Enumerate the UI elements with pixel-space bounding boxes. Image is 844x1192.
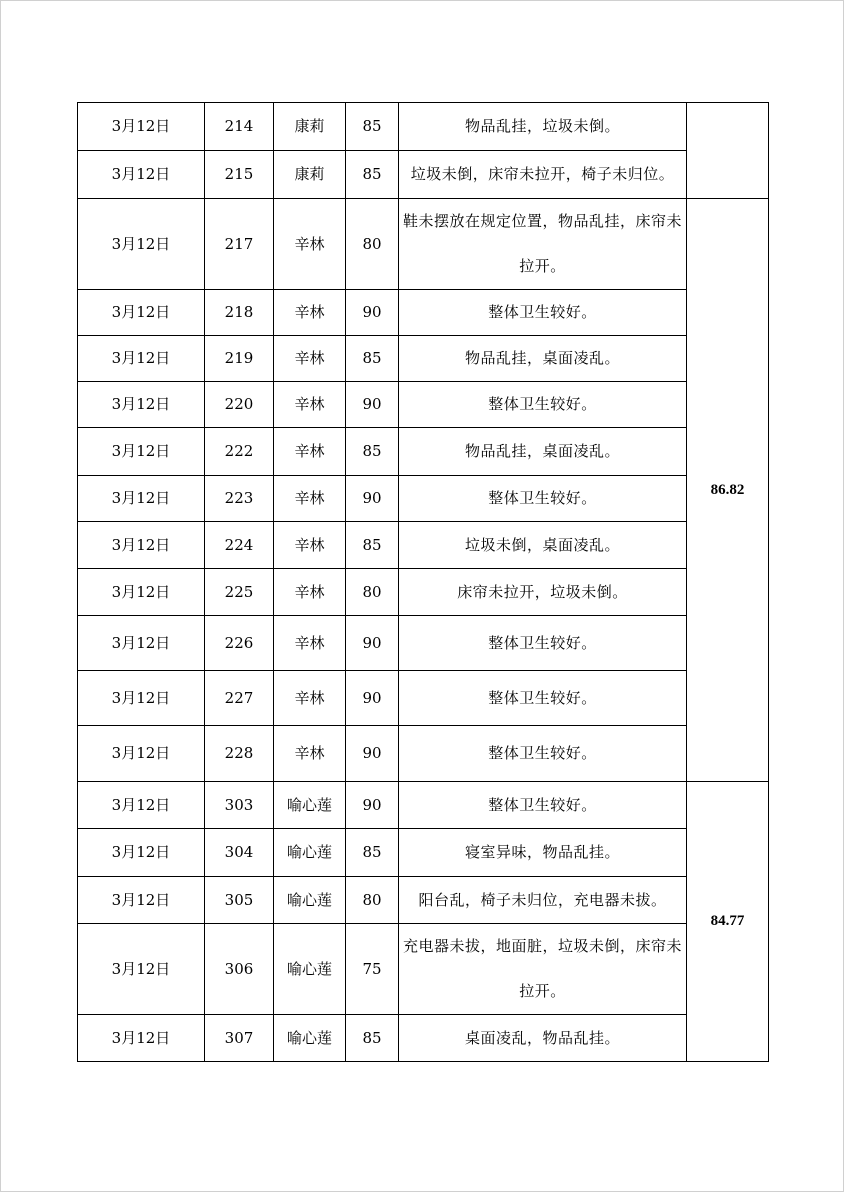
remark-cell: 整体卫生较好。 <box>399 671 687 726</box>
date-cell: 3月12日 <box>78 924 205 1015</box>
score-cell: 75 <box>346 924 399 1015</box>
score-cell: 85 <box>346 829 399 877</box>
remark-cell: 整体卫生较好。 <box>399 290 687 336</box>
score-cell: 90 <box>346 782 399 829</box>
inspector-cell: 辛林 <box>274 382 346 428</box>
table-row <box>78 569 769 616</box>
average-score-yuxinlian: 84.77 <box>687 782 769 1062</box>
remark-cell: 寝室异味，物品乱挂。 <box>399 829 687 877</box>
remark-cell: 整体卫生较好。 <box>399 782 687 829</box>
score-cell: 90 <box>346 476 399 522</box>
inspector-cell: 辛林 <box>274 428 346 476</box>
table-row <box>78 829 769 877</box>
room-cell: 305 <box>205 877 274 924</box>
inspector-cell: 辛林 <box>274 616 346 671</box>
date-cell: 3月12日 <box>78 782 205 829</box>
room-cell: 219 <box>205 336 274 382</box>
date-cell: 3月12日 <box>78 1015 205 1062</box>
room-cell: 215 <box>205 151 274 199</box>
table-row <box>78 290 769 336</box>
date-cell: 3月12日 <box>78 290 205 336</box>
date-cell: 3月12日 <box>78 151 205 199</box>
table-row <box>78 382 769 428</box>
table-row <box>78 476 769 522</box>
date-cell: 3月12日 <box>78 199 205 290</box>
room-cell: 306 <box>205 924 274 1015</box>
date-cell: 3月12日 <box>78 877 205 924</box>
room-cell: 227 <box>205 671 274 726</box>
table-row <box>78 199 769 290</box>
score-cell: 90 <box>346 671 399 726</box>
score-cell: 85 <box>346 522 399 569</box>
score-cell: 80 <box>346 877 399 924</box>
table-row <box>78 726 769 782</box>
table-row <box>78 103 769 151</box>
date-cell: 3月12日 <box>78 616 205 671</box>
room-cell: 217 <box>205 199 274 290</box>
inspector-cell: 康莉 <box>274 151 346 199</box>
inspector-cell: 辛林 <box>274 671 346 726</box>
table-row <box>78 522 769 569</box>
table-row <box>78 1015 769 1062</box>
table-row <box>78 877 769 924</box>
table-row <box>78 151 769 199</box>
score-cell: 80 <box>346 569 399 616</box>
remark-cell: 整体卫生较好。 <box>399 726 687 782</box>
inspector-cell: 辛林 <box>274 726 346 782</box>
average-score-xinlin: 86.82 <box>687 199 769 782</box>
inspector-cell: 辛林 <box>274 336 346 382</box>
room-cell: 226 <box>205 616 274 671</box>
remark-cell: 物品乱挂，桌面凌乱。 <box>399 428 687 476</box>
score-cell: 85 <box>346 151 399 199</box>
remark-cell: 整体卫生较好。 <box>399 476 687 522</box>
remark-cell: 垃圾未倒，床帘未拉开，椅子未归位。 <box>399 151 687 199</box>
room-cell: 218 <box>205 290 274 336</box>
room-cell: 223 <box>205 476 274 522</box>
remark-cell: 垃圾未倒，桌面凌乱。 <box>399 522 687 569</box>
score-cell: 80 <box>346 199 399 290</box>
inspector-cell: 康莉 <box>274 103 346 151</box>
remark-cell: 鞋未摆放在规定位置，物品乱挂，床帘未拉开。 <box>399 199 687 290</box>
table-row <box>78 782 769 829</box>
room-cell: 214 <box>205 103 274 151</box>
date-cell: 3月12日 <box>78 336 205 382</box>
room-cell: 303 <box>205 782 274 829</box>
remark-cell: 整体卫生较好。 <box>399 382 687 428</box>
room-cell: 222 <box>205 428 274 476</box>
date-cell: 3月12日 <box>78 726 205 782</box>
remark-cell: 整体卫生较好。 <box>399 616 687 671</box>
score-cell: 90 <box>346 726 399 782</box>
remark-cell: 物品乱挂，桌面凌乱。 <box>399 336 687 382</box>
inspector-cell: 喻心莲 <box>274 782 346 829</box>
date-cell: 3月12日 <box>78 569 205 616</box>
remark-cell: 充电器未拔，地面脏，垃圾未倒，床帘未拉开。 <box>399 924 687 1015</box>
room-cell: 307 <box>205 1015 274 1062</box>
room-cell: 304 <box>205 829 274 877</box>
table-row <box>78 616 769 671</box>
room-cell: 224 <box>205 522 274 569</box>
date-cell: 3月12日 <box>78 382 205 428</box>
table-row <box>78 336 769 382</box>
date-cell: 3月12日 <box>78 671 205 726</box>
remark-cell: 阳台乱，椅子未归位，充电器未拔。 <box>399 877 687 924</box>
score-cell: 90 <box>346 382 399 428</box>
room-cell: 220 <box>205 382 274 428</box>
remark-cell: 桌面凌乱，物品乱挂。 <box>399 1015 687 1062</box>
score-cell: 90 <box>346 616 399 671</box>
inspector-cell: 辛林 <box>274 199 346 290</box>
inspector-cell: 喻心莲 <box>274 1015 346 1062</box>
table-row <box>78 671 769 726</box>
score-cell: 85 <box>346 103 399 151</box>
table-row <box>78 428 769 476</box>
remark-cell: 物品乱挂，垃圾未倒。 <box>399 103 687 151</box>
room-cell: 228 <box>205 726 274 782</box>
date-cell: 3月12日 <box>78 522 205 569</box>
inspector-cell: 辛林 <box>274 476 346 522</box>
table-row <box>78 924 769 1015</box>
date-cell: 3月12日 <box>78 103 205 151</box>
inspector-cell: 辛林 <box>274 522 346 569</box>
inspector-cell: 喻心莲 <box>274 829 346 877</box>
date-cell: 3月12日 <box>78 829 205 877</box>
inspector-cell: 喻心莲 <box>274 924 346 1015</box>
inspector-cell: 辛林 <box>274 290 346 336</box>
room-cell: 225 <box>205 569 274 616</box>
date-cell: 3月12日 <box>78 428 205 476</box>
remark-cell: 床帘未拉开，垃圾未倒。 <box>399 569 687 616</box>
date-cell: 3月12日 <box>78 476 205 522</box>
inspector-cell: 喻心莲 <box>274 877 346 924</box>
score-cell: 90 <box>346 290 399 336</box>
average-cell-empty <box>687 103 769 199</box>
inspector-cell: 辛林 <box>274 569 346 616</box>
dorm-inspection-table <box>77 102 769 1062</box>
score-cell: 85 <box>346 428 399 476</box>
score-cell: 85 <box>346 1015 399 1062</box>
score-cell: 85 <box>346 336 399 382</box>
